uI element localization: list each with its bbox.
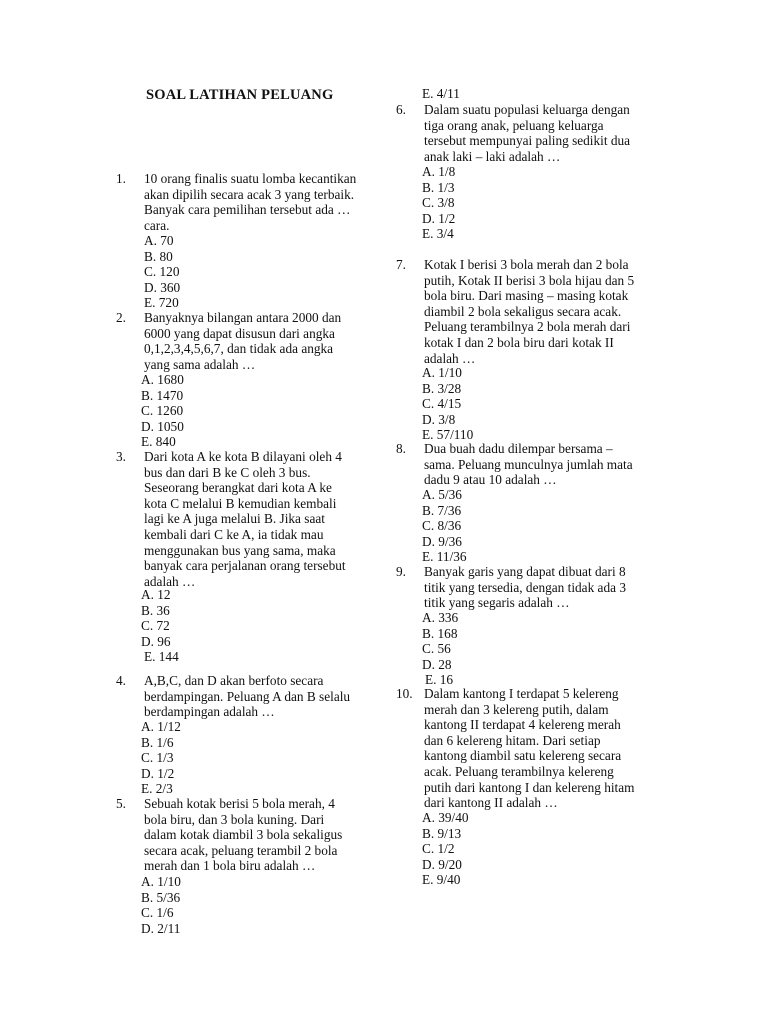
answer-option: C. 72 — [141, 618, 170, 634]
answer-option: C. 1/3 — [141, 750, 174, 766]
answer-option: B. 1/3 — [422, 179, 455, 195]
question-number: 9. — [396, 564, 406, 579]
answer-option: C. 1/6 — [141, 905, 174, 921]
question-text-line: sama. Peluang munculnya jumlah mata — [424, 456, 633, 472]
question-text-line: kantong diambil satu kelereng secara — [424, 748, 622, 764]
question-text-line: akan dipilih secara acak 3 yang terbaik. — [144, 186, 355, 202]
answer-option: C. 3/8 — [422, 195, 455, 211]
answer-option: E. 144 — [144, 649, 179, 665]
answer-option: D. 360 — [144, 279, 181, 295]
question-text-line: kantong II terdapat 4 kelereng merah — [424, 717, 621, 733]
answer-option: C. 8/36 — [422, 518, 462, 534]
answer-option: A. 1/10 — [141, 874, 181, 889]
question-text-line: lagi ke A juga melalui B. Jika saat — [144, 511, 325, 527]
question-text-line: Banyak garis yang dapat dibuat dari 8 — [424, 564, 626, 579]
question-text-line: bola biru. Dari masing – masing kotak — [424, 288, 629, 304]
answer-option: A. 336 — [422, 610, 459, 625]
question-number: 1. — [116, 171, 126, 186]
question-text-line: 0,1,2,3,4,5,6,7, dan tidak ada angka — [144, 341, 334, 357]
question-text-line: berdampingan adalah … — [144, 704, 275, 720]
question-number: 10. — [396, 686, 413, 701]
question-text-line: menggunakan bus yang sama, maka — [144, 542, 336, 558]
answer-option: B. 168 — [422, 625, 458, 641]
answer-option: C. 120 — [144, 264, 180, 280]
answer-option: C. 1260 — [141, 403, 184, 419]
answer-option: E. 57/110 — [422, 427, 474, 443]
question-text-line: banyak cara perjalanan orang tersebut — [144, 558, 346, 574]
question-text-line: tersebut mempunyai paling sedikit dua — [424, 133, 631, 149]
question-text-line: merah dan 1 bola biru adalah … — [144, 858, 316, 874]
question-text-line: kota C melalui B kemudian kembali — [144, 495, 337, 511]
question-text-line: 6000 yang dapat disusun dari angka — [144, 325, 335, 341]
question-text-line: cara. — [144, 217, 170, 233]
question-text-line: Seseorang berangkat dari kota A ke — [144, 480, 332, 496]
answer-option: D. 1/2 — [141, 765, 175, 781]
question-text-line: merah dan 3 kelereng putih, dalam — [424, 701, 609, 717]
question-text-line: diambil 2 bola sekaligus secara acak. — [424, 303, 622, 319]
question-text-line: dan 6 kelereng hitam. Dari setiap — [424, 732, 601, 748]
answer-option: E. 840 — [141, 434, 176, 450]
question-text-line: Banyak cara pemilihan tersebut ada … — [144, 202, 351, 218]
question-text-line: Dalam suatu populasi keluarga dengan — [424, 102, 630, 117]
answer-option: D. 9/20 — [422, 856, 462, 872]
answer-option: C. 1/2 — [422, 841, 455, 857]
question-text-line: Sebuah kotak berisi 5 bola merah, 4 — [144, 796, 335, 811]
answer-option: E. 3/4 — [422, 226, 454, 242]
question-text-line: anak laki – laki adalah … — [424, 148, 561, 164]
answer-option: A. 39/40 — [422, 810, 469, 825]
answer-option: B. 5/36 — [141, 889, 181, 905]
answer-option: A. 1/8 — [422, 164, 456, 179]
answer-option: E. 16 — [425, 672, 454, 688]
question-text-line: kembali dari C ke A, ia tidak mau — [144, 526, 324, 542]
question-text-line: kotak I dan 2 bola biru dari kotak II — [424, 334, 614, 350]
answer-option: D. 1050 — [141, 418, 184, 434]
answer-option: B. 3/28 — [422, 380, 462, 396]
question-number: 5. — [116, 796, 126, 811]
question-text-line: Peluang terambilnya 2 bola merah dari — [424, 319, 631, 335]
answer-option: E. 11/36 — [422, 549, 467, 565]
question-text-line: adalah … — [144, 573, 196, 589]
question-text-line: 10 orang finalis suatu lomba kecantikan — [144, 171, 357, 186]
question-text-line: Dari kota A ke kota B dilayani oleh 4 — [144, 449, 342, 464]
answer-option: B. 7/36 — [422, 502, 462, 518]
question-text-line: bus dan dari B ke C oleh 3 bus. — [144, 464, 311, 480]
question-text-line: bola biru, dan 3 bola kuning. Dari — [144, 811, 325, 827]
answer-option: A. 5/36 — [422, 487, 462, 502]
question-text-line: dalam kotak diambil 3 bola sekaligus — [144, 827, 343, 843]
question-text-line: Banyaknya bilangan antara 2000 dan — [144, 310, 342, 325]
answer-option: A. 1/12 — [141, 719, 181, 734]
question-text-line: putih dari kantong I dan kelereng hitam — [424, 779, 635, 795]
question-text-line: putih, Kotak II berisi 3 bola hijau dan 5 — [424, 272, 635, 288]
answer-option: C. 4/15 — [422, 396, 462, 412]
question-text-line: Dua buah dadu dilempar bersama – — [424, 441, 613, 456]
question-number: 3. — [116, 449, 126, 464]
answer-option: A. 70 — [144, 233, 174, 248]
answer-option: C. 56 — [422, 641, 451, 657]
answer-option: B. 1470 — [141, 387, 184, 403]
question-text-line: A,B,C, dan D akan berfoto secara — [144, 673, 324, 688]
answer-option: D. 3/8 — [422, 411, 456, 427]
answer-option: D. 96 — [141, 633, 171, 649]
question-number: 4. — [116, 673, 126, 688]
question-text-line: titik yang segaris adalah … — [424, 595, 570, 611]
question-text-line: adalah … — [424, 350, 476, 366]
answer-option: D. 1/2 — [422, 210, 456, 226]
answer-option: A. 1/10 — [422, 365, 462, 380]
question-text-line: titik yang tersedia, dengan tidak ada 3 — [424, 579, 626, 595]
question-text-line: yang sama adalah … — [144, 356, 256, 372]
question-text-line: tiga orang anak, peluang keluarga — [424, 117, 604, 133]
answer-option: A. 12 — [141, 587, 171, 602]
question-text-line: dari kantong II adalah … — [424, 795, 558, 811]
question-number: 7. — [396, 257, 406, 272]
question-text-line: secara acak, peluang terambil 2 bola — [144, 842, 338, 858]
question-text-line: Dalam kantong I terdapat 5 kelereng — [424, 686, 619, 701]
question-number: 6. — [396, 102, 406, 117]
answer-option: D. 9/36 — [422, 533, 462, 549]
question-text-line: berdampingan. Peluang A dan B selalu — [144, 688, 351, 704]
answer-option: E. 4/11 — [422, 86, 460, 101]
answer-option: B. 9/13 — [422, 825, 462, 841]
answer-option: E. 9/40 — [422, 872, 461, 888]
answer-option: E. 2/3 — [141, 781, 173, 797]
answer-option: A. 1680 — [141, 372, 184, 387]
page-title: SOAL LATIHAN PELUANG — [146, 87, 334, 103]
question-text-line: Kotak I berisi 3 bola merah dan 2 bola — [424, 257, 629, 272]
answer-option: D. 2/11 — [141, 920, 181, 936]
question-number: 2. — [116, 310, 126, 325]
question-number: 8. — [396, 441, 406, 456]
answer-option: B. 80 — [144, 248, 173, 264]
answer-option: B. 36 — [141, 602, 170, 618]
answer-option: B. 1/6 — [141, 734, 174, 750]
answer-option: E. 720 — [144, 295, 179, 311]
question-text-line: acak. Peluang terambilnya kelereng — [424, 763, 614, 779]
question-text-line: dadu 9 atau 10 adalah … — [424, 472, 557, 488]
answer-option: D. 28 — [422, 656, 452, 672]
